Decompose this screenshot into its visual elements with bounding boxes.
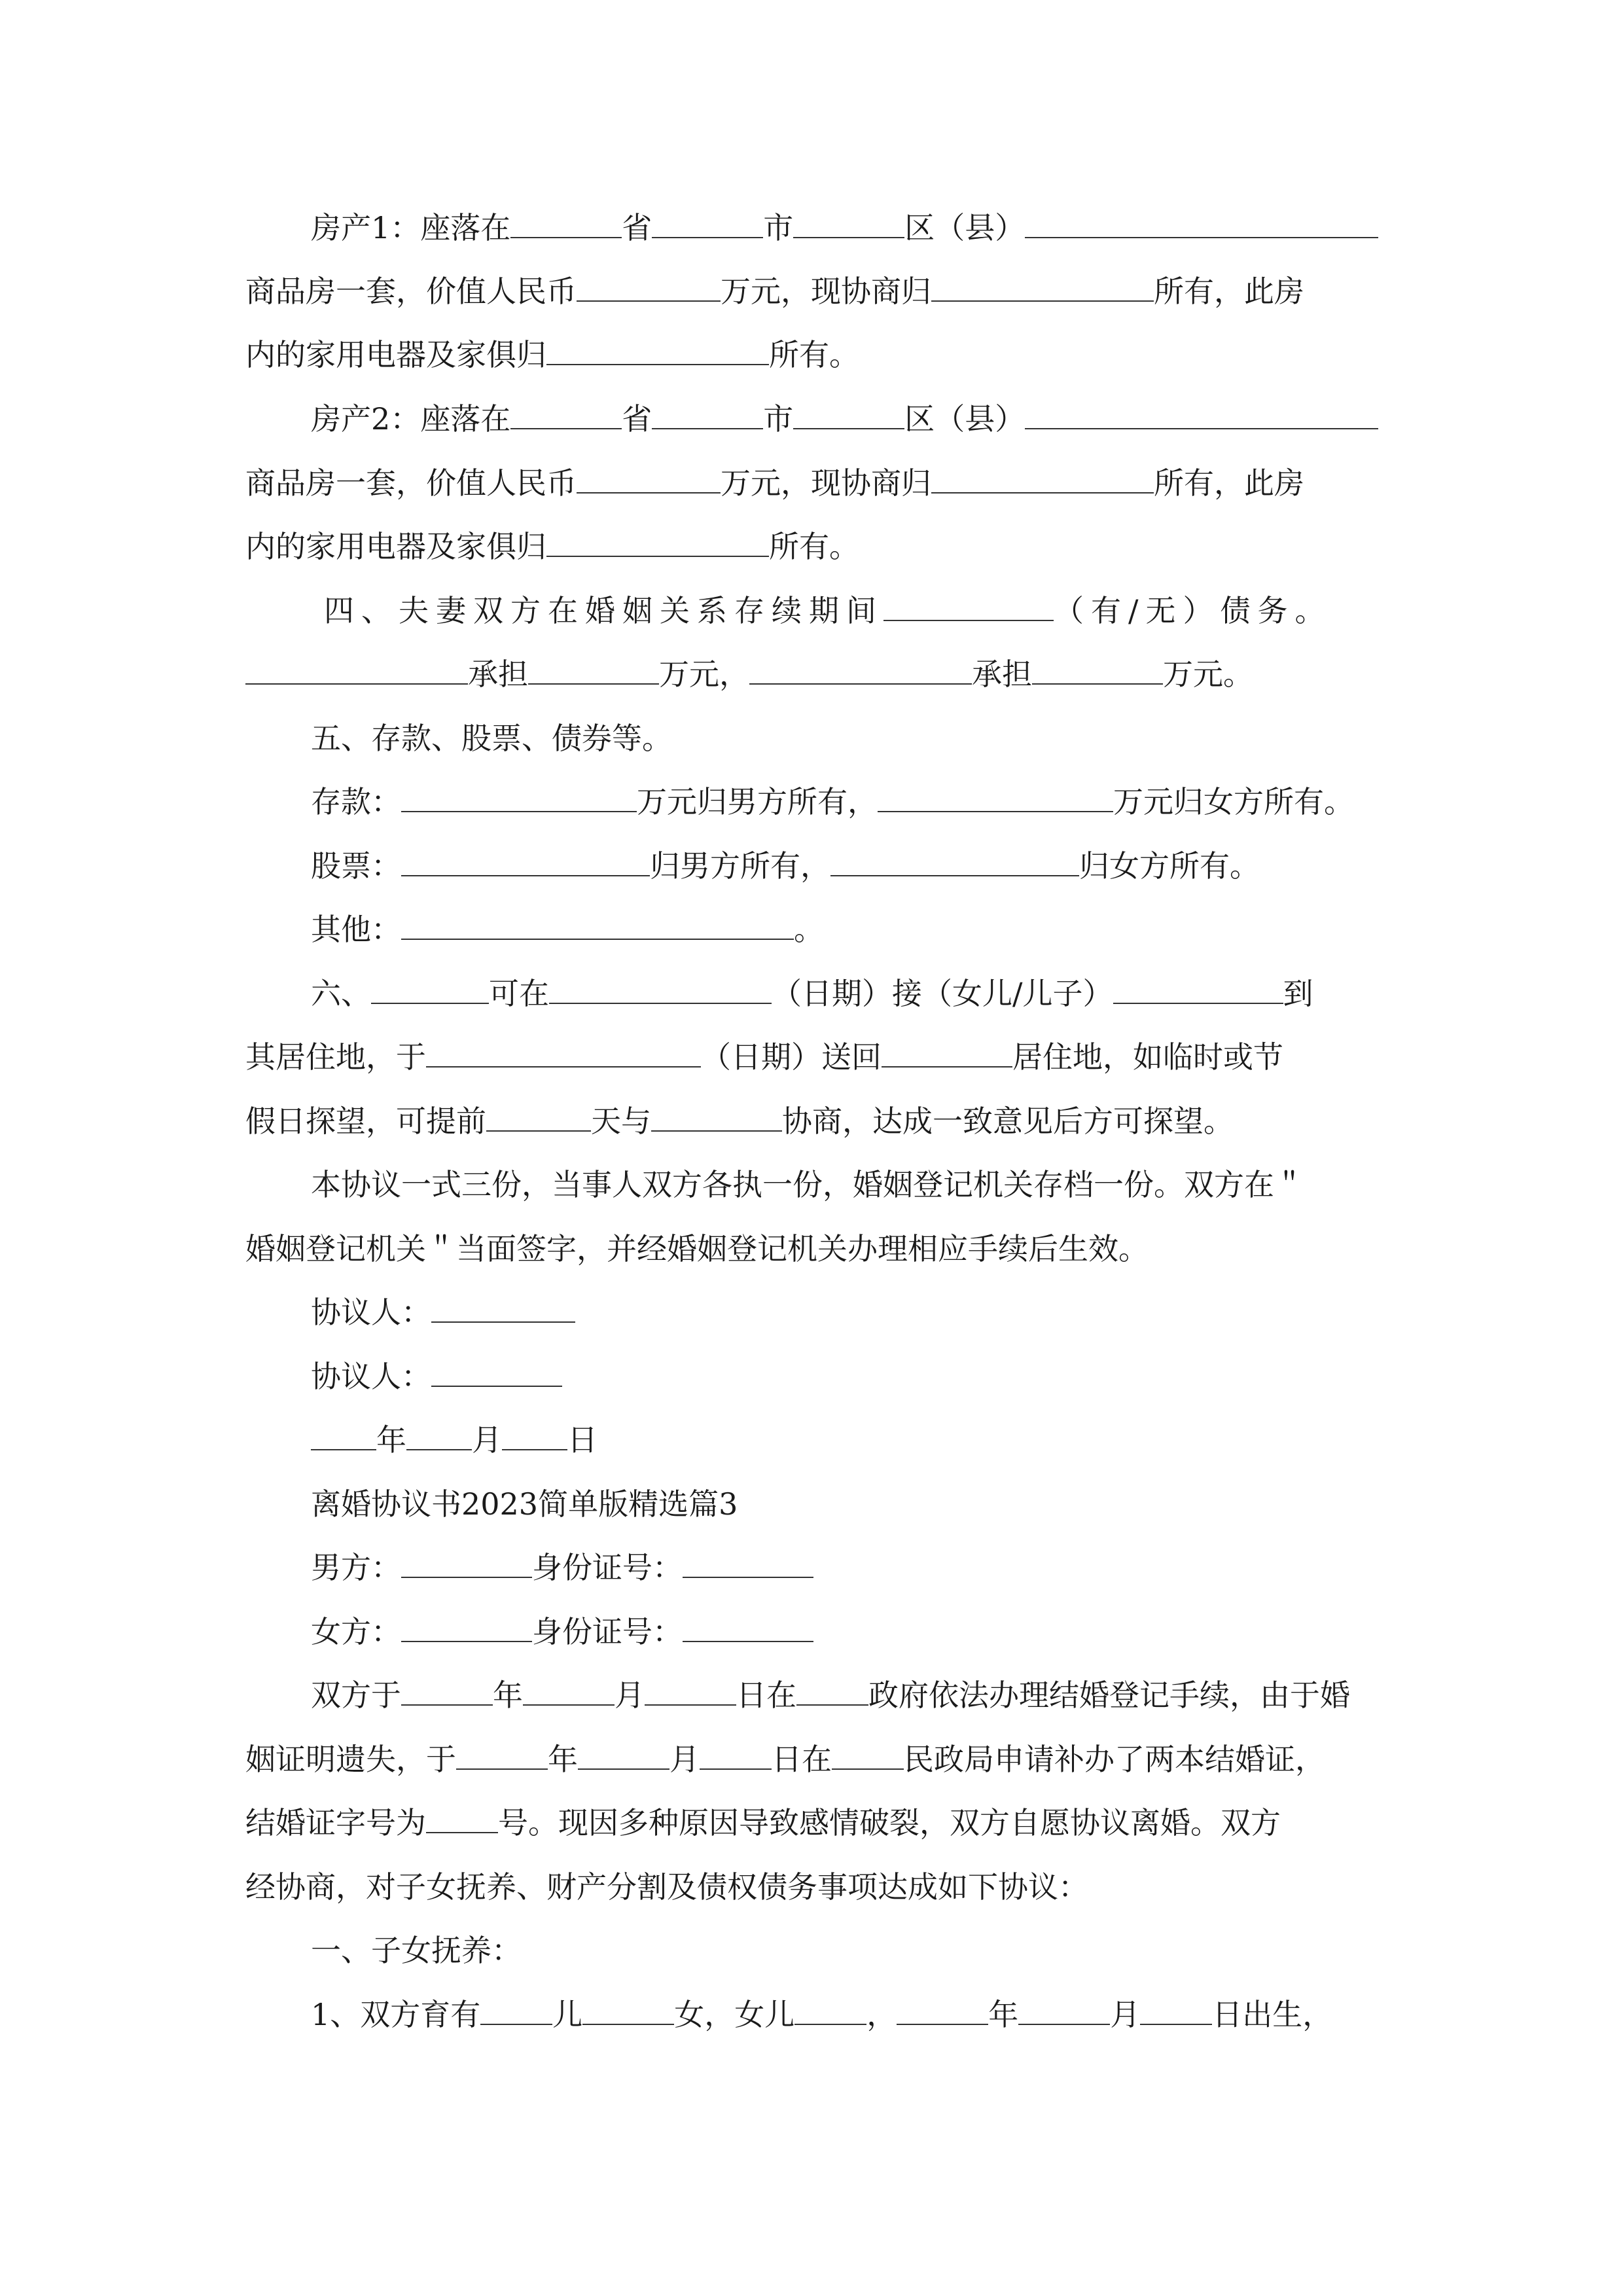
blank-debt[interactable] [883, 591, 1054, 621]
property2-line3: 内的家用电器及家俱归 所有。 [245, 527, 859, 566]
blank-deposit-male[interactable] [401, 782, 637, 812]
blank-deposit-female[interactable] [878, 782, 1113, 812]
blank-amount2[interactable] [1032, 655, 1163, 685]
s3-para-line3: 结婚证字号为 号。现因多种原因导致感情破裂，双方自愿协议离婚。双方 [245, 1803, 1281, 1842]
debt-line1: 四、夫妻双方在婚姻关系存续期间 （有/无）债务。 [324, 591, 1332, 630]
blank-appliance-owner[interactable] [546, 335, 769, 365]
blank-city[interactable] [652, 399, 763, 429]
blank-address[interactable] [1025, 399, 1378, 429]
blank-signer1[interactable] [431, 1293, 575, 1323]
male-line: 男方： 身份证号： [311, 1548, 813, 1587]
blank-negotiate-party[interactable] [651, 1102, 782, 1132]
blank-owner[interactable] [931, 272, 1154, 302]
stock-line: 股票： 归男方所有， 归女方所有。 [311, 846, 1260, 886]
date-line: 年 月 日 [311, 1420, 597, 1460]
child-heading: 一、子女抚养： [311, 1933, 522, 1968]
s3-para-line2: 姻证明遗失，于 年 月 日在 民政局申请补办了两本结婚证， [245, 1740, 1325, 1779]
blank-address[interactable] [1025, 208, 1378, 238]
closing-line1: 本协议一式三份，当事人双方各执一份，婚姻登记机关存档一份。双方在＂ [311, 1167, 1304, 1202]
property2-label: 房产2：座落在 [311, 401, 511, 437]
blank-year[interactable] [401, 1676, 493, 1706]
blank-child[interactable] [1113, 974, 1283, 1004]
female-line: 女方： 身份证号： [311, 1612, 813, 1651]
property2-line1: 房产2：座落在 省 市 区（县） [311, 399, 1378, 439]
blank-province[interactable] [510, 399, 622, 429]
blank-day[interactable] [645, 1676, 736, 1706]
signer2-line: 协议人： [311, 1357, 562, 1396]
blank-day[interactable] [700, 1740, 772, 1770]
blank-government[interactable] [796, 1676, 868, 1706]
visit-line3: 假日探望，可提前 天与 协商，达成一致意见后方可探望。 [245, 1102, 1234, 1141]
s3-para-line4: 经协商，对子女抚养、财产分割及债权债务事项达成如下协议： [245, 1869, 1088, 1905]
other-line: 其他： 。 [311, 910, 824, 949]
blank-signer2[interactable] [431, 1357, 562, 1387]
property1-line3: 内的家用电器及家俱归 所有。 [245, 335, 859, 374]
blank-pickup-date[interactable] [549, 974, 772, 1004]
property1-label: 房产1：座落在 [311, 210, 511, 245]
blank-birth-day[interactable] [1140, 1995, 1212, 2025]
blank-owner[interactable] [931, 463, 1154, 493]
debt-line2: 承担 万元， 承担 万元。 [245, 655, 1253, 694]
blank-debtor2[interactable] [749, 655, 972, 685]
child-line1: 1、双方育有 儿 女，女儿 ， 年 月 日出生， [311, 1995, 1332, 2034]
blank-appliance-owner[interactable] [546, 527, 769, 557]
property2-line2: 商品房一套，价值人民币 万元，现协商归 所有，此房 [245, 463, 1304, 503]
s3-para-line1: 双方于 年 月 日在 政府依法办理结婚登记手续，由于婚 [311, 1676, 1350, 1715]
signer1-line: 协议人： [311, 1293, 575, 1332]
visit-line1: 六、 可在 （日期）接（女儿/儿子） 到 [311, 974, 1313, 1013]
blank-male-name[interactable] [401, 1548, 532, 1578]
blank-return-party[interactable] [882, 1037, 1012, 1067]
blank-year[interactable] [311, 1420, 376, 1450]
savings-heading: 五、存款、股票、债券等。 [311, 721, 672, 756]
blank-month[interactable] [406, 1420, 472, 1450]
blank-month[interactable] [578, 1740, 669, 1770]
blank-district[interactable] [793, 208, 904, 238]
blank-female-name[interactable] [401, 1612, 532, 1642]
blank-days[interactable] [486, 1102, 591, 1132]
deposit-line: 存款： 万元归男方所有， 万元归女方所有。 [311, 782, 1354, 821]
blank-male-id[interactable] [683, 1548, 813, 1578]
blank-return-date[interactable] [426, 1037, 701, 1067]
blank-daughter-name[interactable] [794, 1995, 866, 2025]
blank-month[interactable] [523, 1676, 615, 1706]
blank-visitor[interactable] [371, 974, 489, 1004]
blank-sons[interactable] [480, 1995, 552, 2025]
visit-line2: 其居住地，于 （日期）送回 居住地，如临时或节 [245, 1037, 1283, 1077]
blank-stock-female[interactable] [830, 846, 1079, 876]
blank-debtor1[interactable] [245, 655, 468, 685]
section3-title: 离婚协议书2023简单版精选篇3 [311, 1486, 738, 1522]
blank-city[interactable] [652, 208, 763, 238]
blank-female-id[interactable] [683, 1612, 813, 1642]
blank-value[interactable] [577, 463, 721, 493]
blank-value[interactable] [577, 272, 721, 302]
blank-birth-year[interactable] [897, 1995, 988, 2025]
property1-line1: 房产1：座落在 省 市 区（县） [311, 208, 1378, 247]
blank-year[interactable] [456, 1740, 548, 1770]
blank-stock-male[interactable] [401, 846, 650, 876]
blank-daughters[interactable] [582, 1995, 674, 2025]
blank-other[interactable] [401, 910, 794, 940]
blank-amount1[interactable] [528, 655, 659, 685]
blank-bureau[interactable] [832, 1740, 904, 1770]
blank-day[interactable] [502, 1420, 567, 1450]
blank-province[interactable] [510, 208, 622, 238]
property1-line2: 商品房一套，价值人民币 万元，现协商归 所有，此房 [245, 272, 1304, 311]
blank-birth-month[interactable] [1018, 1995, 1110, 2025]
closing-line2: 婚姻登记机关＂当面签字，并经婚姻登记机关办理相应手续后生效。 [245, 1231, 1149, 1266]
blank-cert-number[interactable] [426, 1803, 498, 1833]
blank-district[interactable] [793, 399, 904, 429]
